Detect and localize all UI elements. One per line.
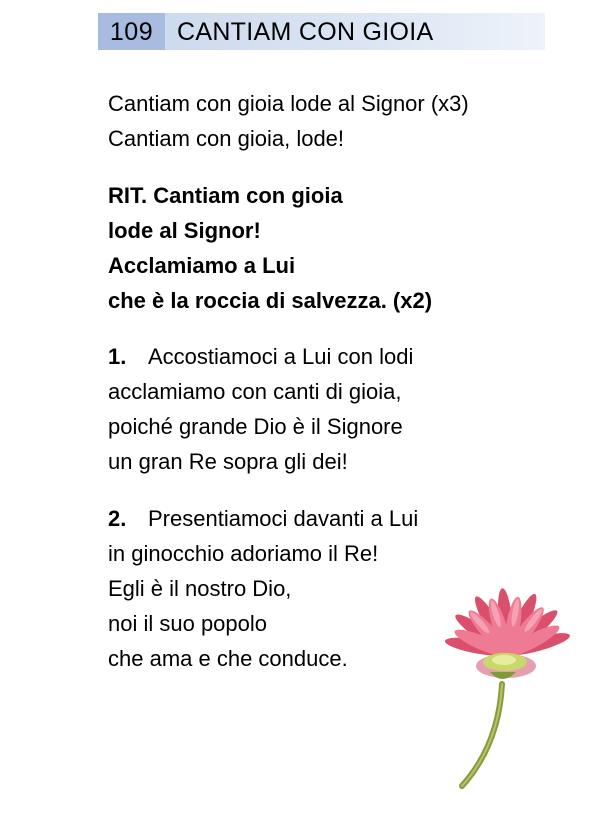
verse1-number: 1.: [108, 344, 127, 369]
pink-gerbera-flower-icon: [418, 582, 598, 792]
verse2-line-1: [108, 505, 418, 532]
refrain-line-1: RIT. Cantiam con gioia: [108, 183, 343, 208]
song-title: CANTIAM CON GIOIA: [177, 18, 434, 46]
verse1-line-1: [108, 343, 413, 370]
flower-stem-highlight: [462, 684, 502, 786]
verse1-line-3: poiché grande Dio è il Signore: [108, 414, 403, 439]
refrain-line-4: che è la roccia di salvezza. (x2): [108, 288, 433, 313]
flower-stem: [462, 684, 502, 786]
song-title-bar: [98, 13, 545, 50]
verse2-line-3: Egli è il nostro Dio,: [108, 576, 292, 601]
verse2-line-5: che ama e che conduce.: [108, 646, 348, 671]
refrain-line-3: Acclamiamo a Lui: [108, 253, 296, 278]
verse2-line-1-text: Presentiamoci davanti a Lui: [148, 506, 419, 531]
flower-center-highlight: [492, 655, 516, 665]
verse1-line-2: acclamiamo con canti di gioia,: [108, 379, 402, 404]
verse2-number: 2.: [108, 506, 127, 531]
verse1-line-4: un gran Re sopra gli dei!: [108, 449, 348, 474]
intro-line-1: Cantiam con gioia lode al Signor (x3): [108, 91, 469, 116]
refrain-line-2: lode al Signor!: [108, 218, 261, 243]
verse2-line-2: in ginocchio adoriamo il Re!: [108, 541, 379, 566]
song-number: 109: [98, 13, 165, 50]
verse2-line-4: noi il suo popolo: [108, 611, 268, 636]
intro-line-2: Cantiam con gioia, lode!: [108, 126, 345, 151]
verse1-line-1-text: Accostiamoci a Lui con lodi: [148, 344, 414, 369]
